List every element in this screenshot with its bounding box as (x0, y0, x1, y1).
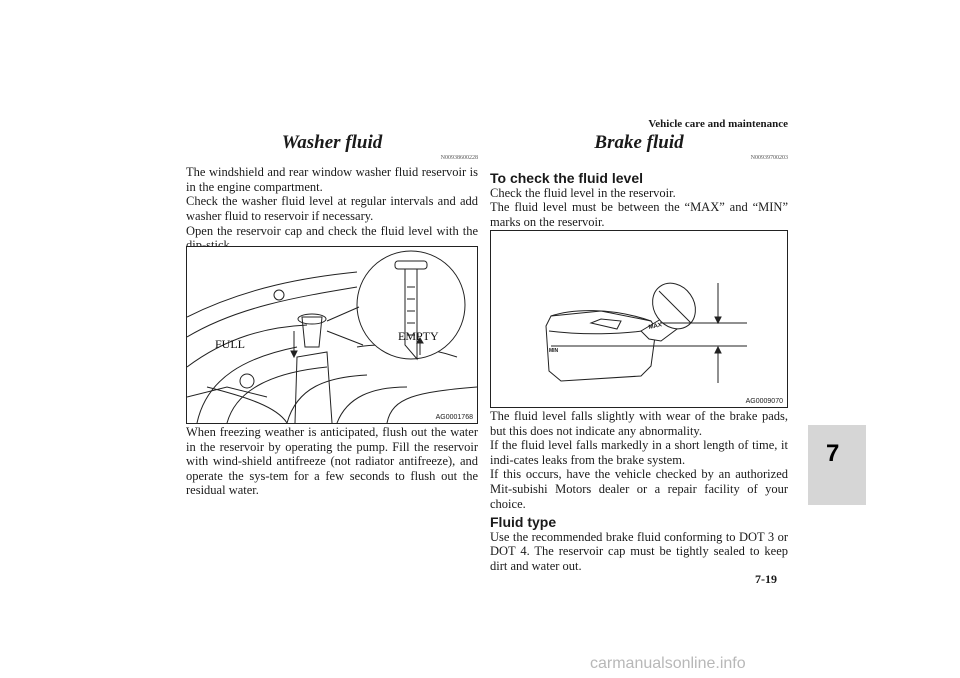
brake-reservoir-illustration (491, 231, 787, 407)
washer-fluid-title: Washer fluid (281, 132, 383, 153)
washer-paragraph: Check the washer fluid level at regular intervals and add washer fluid to reservoir if necessary. (186, 194, 478, 223)
washer-freezing-paragraph: When freezing weather is anticipated, flush out the water in the reservoir by operating the pump. Fill the reservoir with wind-shield antifreeze (not radiator antifreeze), and operate the sys-tem for a few seconds to flush out the residual water. (186, 425, 478, 498)
fluid-type-subhead: Fluid type (490, 514, 557, 531)
running-header: Vehicle care and maintenance (648, 118, 788, 130)
brake-reservoir-figure (490, 230, 788, 408)
max-label: MAX (648, 322, 663, 331)
brake-paragraph: If the fluid level falls markedly in a short length of time, it indi-cates leaks from the brake system. (490, 438, 788, 467)
empty-label: EMPTY (398, 329, 439, 343)
washer-reservoir-illustration (187, 247, 477, 423)
washer-paragraph: Open the reservoir cap and check the fluid level with the (186, 223, 478, 238)
watermark: carmanualsonline.info (590, 655, 746, 672)
washer-figure-code: AG0001768 (435, 414, 473, 421)
min-label: MIN (549, 348, 559, 354)
brake-paragraph: The fluid level falls slightly with wear of the brake pads, but this does not indicate any abnormality. (490, 409, 788, 438)
left-column (186, 132, 478, 253)
full-label: FULL (215, 337, 245, 351)
washer-reservoir-figure (186, 246, 478, 424)
brake-paragraph: If this occurs, have the vehicle checked by an authorized Mit-subishi Motors dealer or a repair facility of your choice. (490, 467, 788, 511)
check-level-subhead: To check the fluid level (490, 170, 644, 187)
brake-figure-code: AG0009070 (745, 398, 783, 405)
page-number: 7-19 (755, 572, 777, 586)
brake-paragraph: Check the fluid level in the reservoir. (490, 185, 676, 200)
washer-fluid-code: N00938600228 (440, 154, 478, 161)
brake-paragraph: The fluid level must be between the “MAX” and “MIN” marks on the reservoir. (490, 200, 788, 229)
brake-fluid-title: Brake fluid (594, 132, 684, 153)
washer-paragraph: The windshield and rear window washer fluid reservoir is in the engine compartment. (186, 165, 478, 194)
washer-after-figure (186, 425, 478, 498)
right-column (490, 132, 788, 230)
brake-after-figure (490, 409, 788, 574)
brake-fluid-code: N00939700203 (750, 154, 788, 161)
chapter-tab-number: 7 (826, 440, 840, 467)
fluid-type-paragraph: Use the recommended brake fluid conforming to DOT 3 or DOT 4. The reservoir cap must be tightly sealed to keep dirt and water out. (490, 529, 788, 573)
